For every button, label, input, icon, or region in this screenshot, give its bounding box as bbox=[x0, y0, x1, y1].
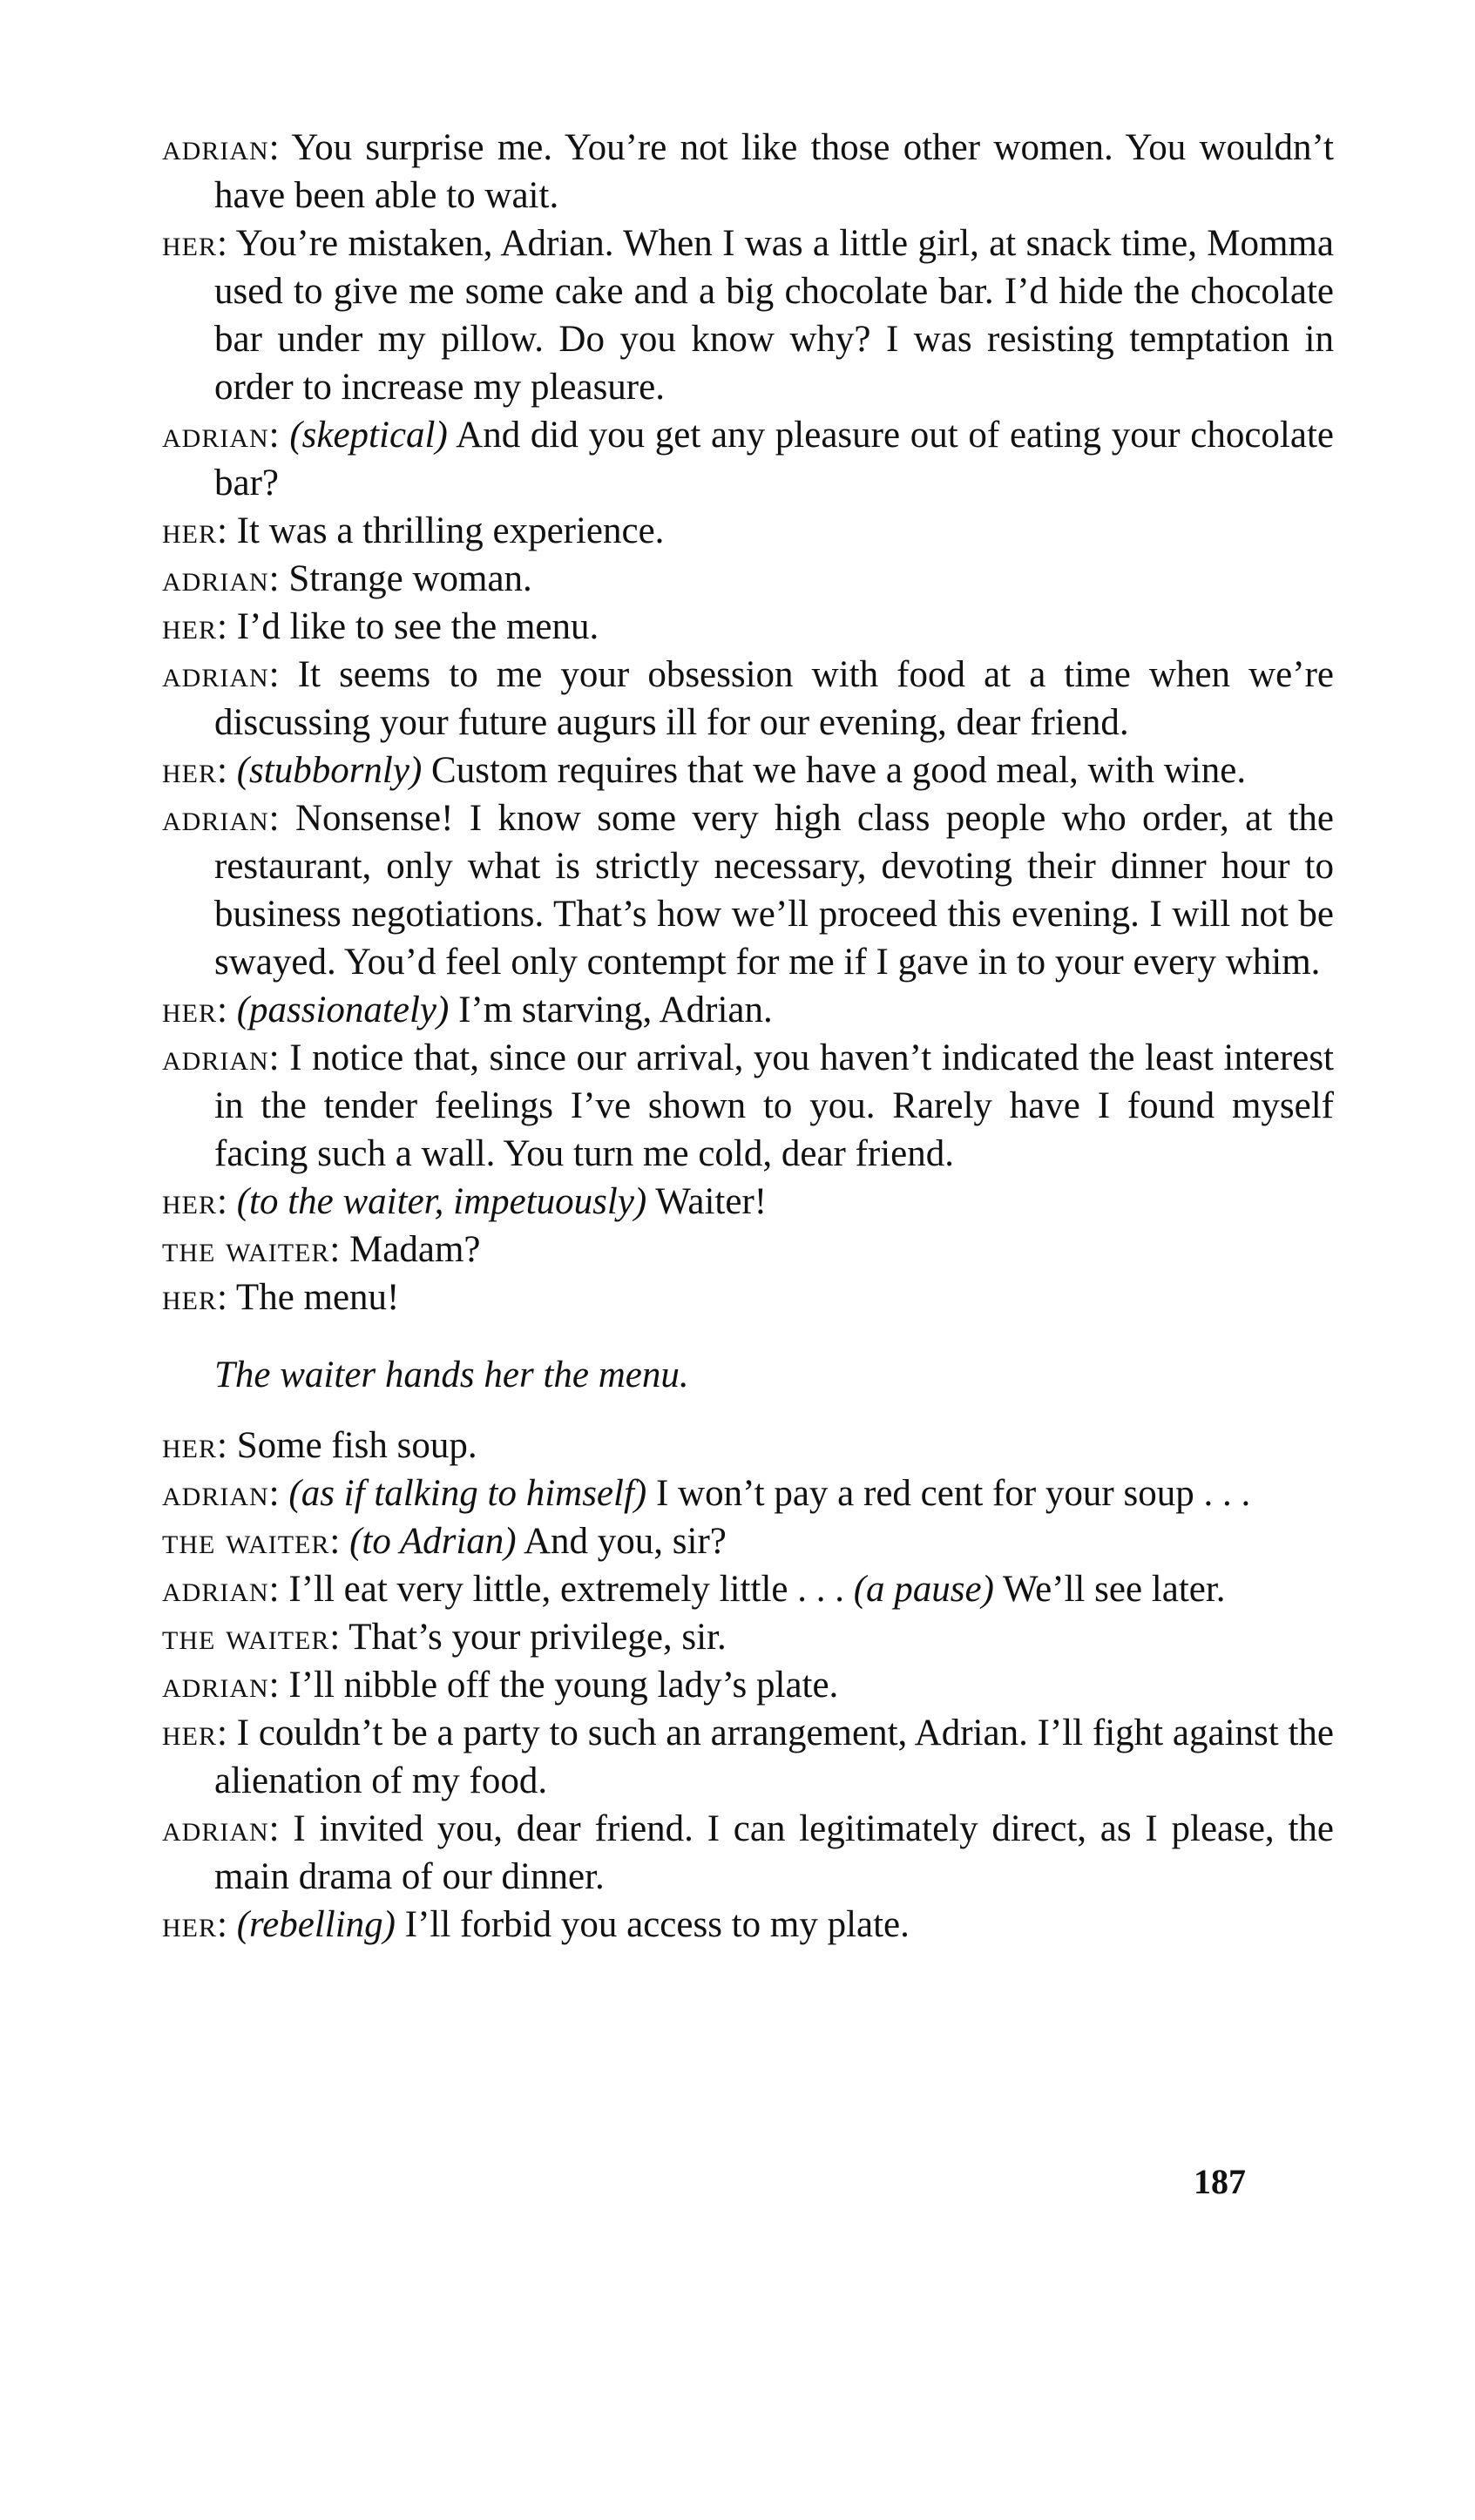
speaker-name: her bbox=[162, 1181, 217, 1222]
line-text: Nonsense! I know some very high class people who order, at the restaurant, only what is strictly necessary, devoting their dinner hour to business negotiations. That’s how we’ll proceed this evening. I will not be swayed. You’d feel only contempt for me if I gave in to your every whim. bbox=[214, 798, 1334, 983]
dialogue-line: adrian: I invited you, dear friend. I can legitimately direct, as I please, the main drama of our dinner. bbox=[162, 1808, 1334, 1897]
line-text: You’re mistaken, Adrian. When I was a little girl, at snack time, Momma used to give me some cake and a big chocolate bar. I’d hide the chocolate bar under my pillow. Do you know why? I was resisting temptation in order to increase my pleasure. bbox=[214, 223, 1334, 408]
speaker-name: adrian bbox=[162, 1569, 269, 1610]
inline-stage-direction: (a pause) bbox=[853, 1569, 994, 1610]
speaker-name: adrian bbox=[162, 798, 269, 839]
dialogue-line: her: I’d like to see the menu. bbox=[162, 606, 599, 647]
dialogue-line: adrian: It seems to me your obsession with food at a time when we’re discussing your future augurs ill for our evening, dear friend. bbox=[162, 654, 1334, 743]
dialogue-line: adrian: I’ll nibble off the young lady’s plate. bbox=[162, 1665, 839, 1706]
speaker-name: adrian bbox=[162, 415, 269, 456]
dialogue-line: adrian: Strange woman. bbox=[162, 558, 532, 599]
dialogue-line: adrian: (skeptical) And did you get any pleasure out of eating your chocolate bar? bbox=[162, 415, 1334, 503]
speaker-name: her bbox=[162, 1713, 217, 1753]
dialogue-line: adrian: You surprise me. You’re not like those other women. You wouldn’t have been able to wait. bbox=[162, 127, 1334, 216]
speaker-name: adrian bbox=[162, 127, 269, 168]
page-number: 187 bbox=[1194, 2162, 1246, 2201]
line-text: You surprise me. You’re not like those other women. You wouldn’t have been able to wait. bbox=[214, 127, 1334, 216]
dialogue-line: adrian: I’ll eat very little, extremely little . . . (a pause) We’ll see later. bbox=[162, 1569, 1226, 1610]
inline-stage-direction: (to the waiter, impetuously) bbox=[236, 1181, 647, 1222]
dialogue-line: her: (passionately) I’m starving, Adrian. bbox=[162, 990, 773, 1030]
dialogue-line: her: Some fish soup. bbox=[162, 1425, 477, 1466]
line-text: It seems to me your obsession with food at a time when we’re discussing your future augurs ill for our evening, dear friend. bbox=[214, 654, 1334, 743]
speaker-name: her bbox=[162, 1425, 217, 1466]
line-text: I’ll nibble off the young lady’s plate. bbox=[288, 1665, 839, 1706]
line-text: I’ll eat very little, extremely little . . . bbox=[288, 1569, 844, 1610]
line-text: I notice that, since our arrival, you haven’t indicated the least interest in the tender feelings I’ve shown to you. Rarely have I found myself facing such a wall. You turn me cold, dear friend. bbox=[214, 1037, 1334, 1174]
dialogue-block-before bbox=[162, 124, 1334, 1321]
speaker-name: adrian bbox=[162, 1665, 269, 1706]
dialogue-line: her: You’re mistaken, Adrian. When I was a little girl, at snack time, Momma used to give me some cake and a big chocolate bar. I’d hide the chocolate bar under my pillow. Do you know why? I was resisting temptation in order to increase my pleasure. bbox=[162, 223, 1334, 408]
inline-stage-direction: (passionately) bbox=[236, 990, 450, 1030]
line-text: I’ll forbid you access to my plate. bbox=[404, 1904, 910, 1945]
speaker-name: her bbox=[162, 606, 217, 647]
line-text: Strange woman. bbox=[288, 558, 532, 599]
inline-stage-direction: (skeptical) bbox=[289, 415, 448, 456]
speaker-name: adrian bbox=[162, 654, 269, 695]
speaker-name: adrian bbox=[162, 1808, 269, 1849]
inline-stage-direction: (rebelling) bbox=[236, 1904, 396, 1945]
dialogue-line: her: (to the waiter, impetuously) Waiter! bbox=[162, 1181, 768, 1222]
dialogue-line: her: It was a thrilling experience. bbox=[162, 510, 665, 551]
line-text: Some fish soup. bbox=[236, 1425, 477, 1466]
dialogue-block-after bbox=[162, 1422, 1334, 1949]
line-text: We’ll see later. bbox=[1002, 1569, 1226, 1610]
line-text: The menu! bbox=[235, 1277, 400, 1318]
line-text: It was a thrilling experience. bbox=[236, 510, 665, 551]
stage-direction: The waiter hands her the menu. bbox=[214, 1355, 689, 1395]
play-page bbox=[162, 124, 1334, 1949]
inline-stage-direction: (stubbornly) bbox=[236, 750, 423, 791]
line-text: Madam? bbox=[349, 1229, 481, 1270]
line-text: And did you get any pleasure out of eating your chocolate bar? bbox=[214, 415, 1334, 503]
line-text: I’m starving, Adrian. bbox=[458, 990, 773, 1030]
line-text: I’d like to see the menu. bbox=[236, 606, 599, 647]
speaker-name: adrian bbox=[162, 1473, 269, 1514]
inline-stage-direction: (as if talking to himself) bbox=[288, 1473, 647, 1514]
speaker-name: her bbox=[162, 510, 217, 551]
line-text: And you, sir? bbox=[523, 1521, 727, 1562]
line-text: Custom requires that we have a good meal, with wine. bbox=[431, 750, 1247, 791]
speaker-name: adrian bbox=[162, 1037, 269, 1078]
speaker-name: the waiter bbox=[162, 1229, 330, 1270]
speaker-name: her bbox=[162, 223, 217, 264]
speaker-name: her bbox=[162, 750, 217, 791]
dialogue-line: her: (stubbornly) Custom requires that we have a good meal, with wine. bbox=[162, 750, 1247, 791]
speaker-name: the waiter bbox=[162, 1617, 330, 1658]
dialogue-line: adrian: I notice that, since our arrival, you haven’t indicated the least interest in the tender feelings I’ve shown to you. Rarely have I found myself facing such a wall. You turn me cold, dear friend. bbox=[162, 1037, 1334, 1174]
line-text: I won’t pay a red cent for your soup . . . bbox=[655, 1473, 1251, 1514]
speaker-name: her bbox=[162, 1904, 217, 1945]
dialogue-line: the waiter: (to Adrian) And you, sir? bbox=[162, 1521, 727, 1562]
dialogue-line: the waiter: That’s your privilege, sir. bbox=[162, 1617, 727, 1658]
line-text: I couldn’t be a party to such an arrangement, Adrian. I’ll fight against the alienation of my food. bbox=[214, 1713, 1335, 1801]
line-text: I invited you, dear friend. I can legitimately direct, as I please, the main drama of our dinner. bbox=[214, 1808, 1334, 1897]
dialogue-line: the waiter: Madam? bbox=[162, 1229, 481, 1270]
dialogue-line: adrian: Nonsense! I know some very high class people who order, at the restaurant, only what is strictly necessary, devoting their dinner hour to business negotiations. That’s how we’ll proceed this evening. I will not be swayed. You’d feel only contempt for me if I gave in to your every whim. bbox=[162, 798, 1334, 983]
dialogue-line: her: (rebelling) I’ll forbid you access to my plate. bbox=[162, 1904, 910, 1945]
speaker-name: her bbox=[162, 1277, 217, 1318]
line-text: Waiter! bbox=[655, 1181, 768, 1222]
dialogue-line: adrian: (as if talking to himself) I won’t pay a red cent for your soup . . . bbox=[162, 1473, 1251, 1514]
speaker-name: adrian bbox=[162, 558, 269, 599]
line-text: That’s your privilege, sir. bbox=[348, 1617, 727, 1658]
dialogue-line: her: I couldn’t be a party to such an arrangement, Adrian. I’ll fight against the alienation of my food. bbox=[162, 1713, 1335, 1801]
speaker-name: the waiter bbox=[162, 1521, 330, 1562]
dialogue-line: her: The menu! bbox=[162, 1277, 400, 1318]
inline-stage-direction: (to Adrian) bbox=[349, 1521, 517, 1562]
speaker-name: her bbox=[162, 990, 217, 1030]
